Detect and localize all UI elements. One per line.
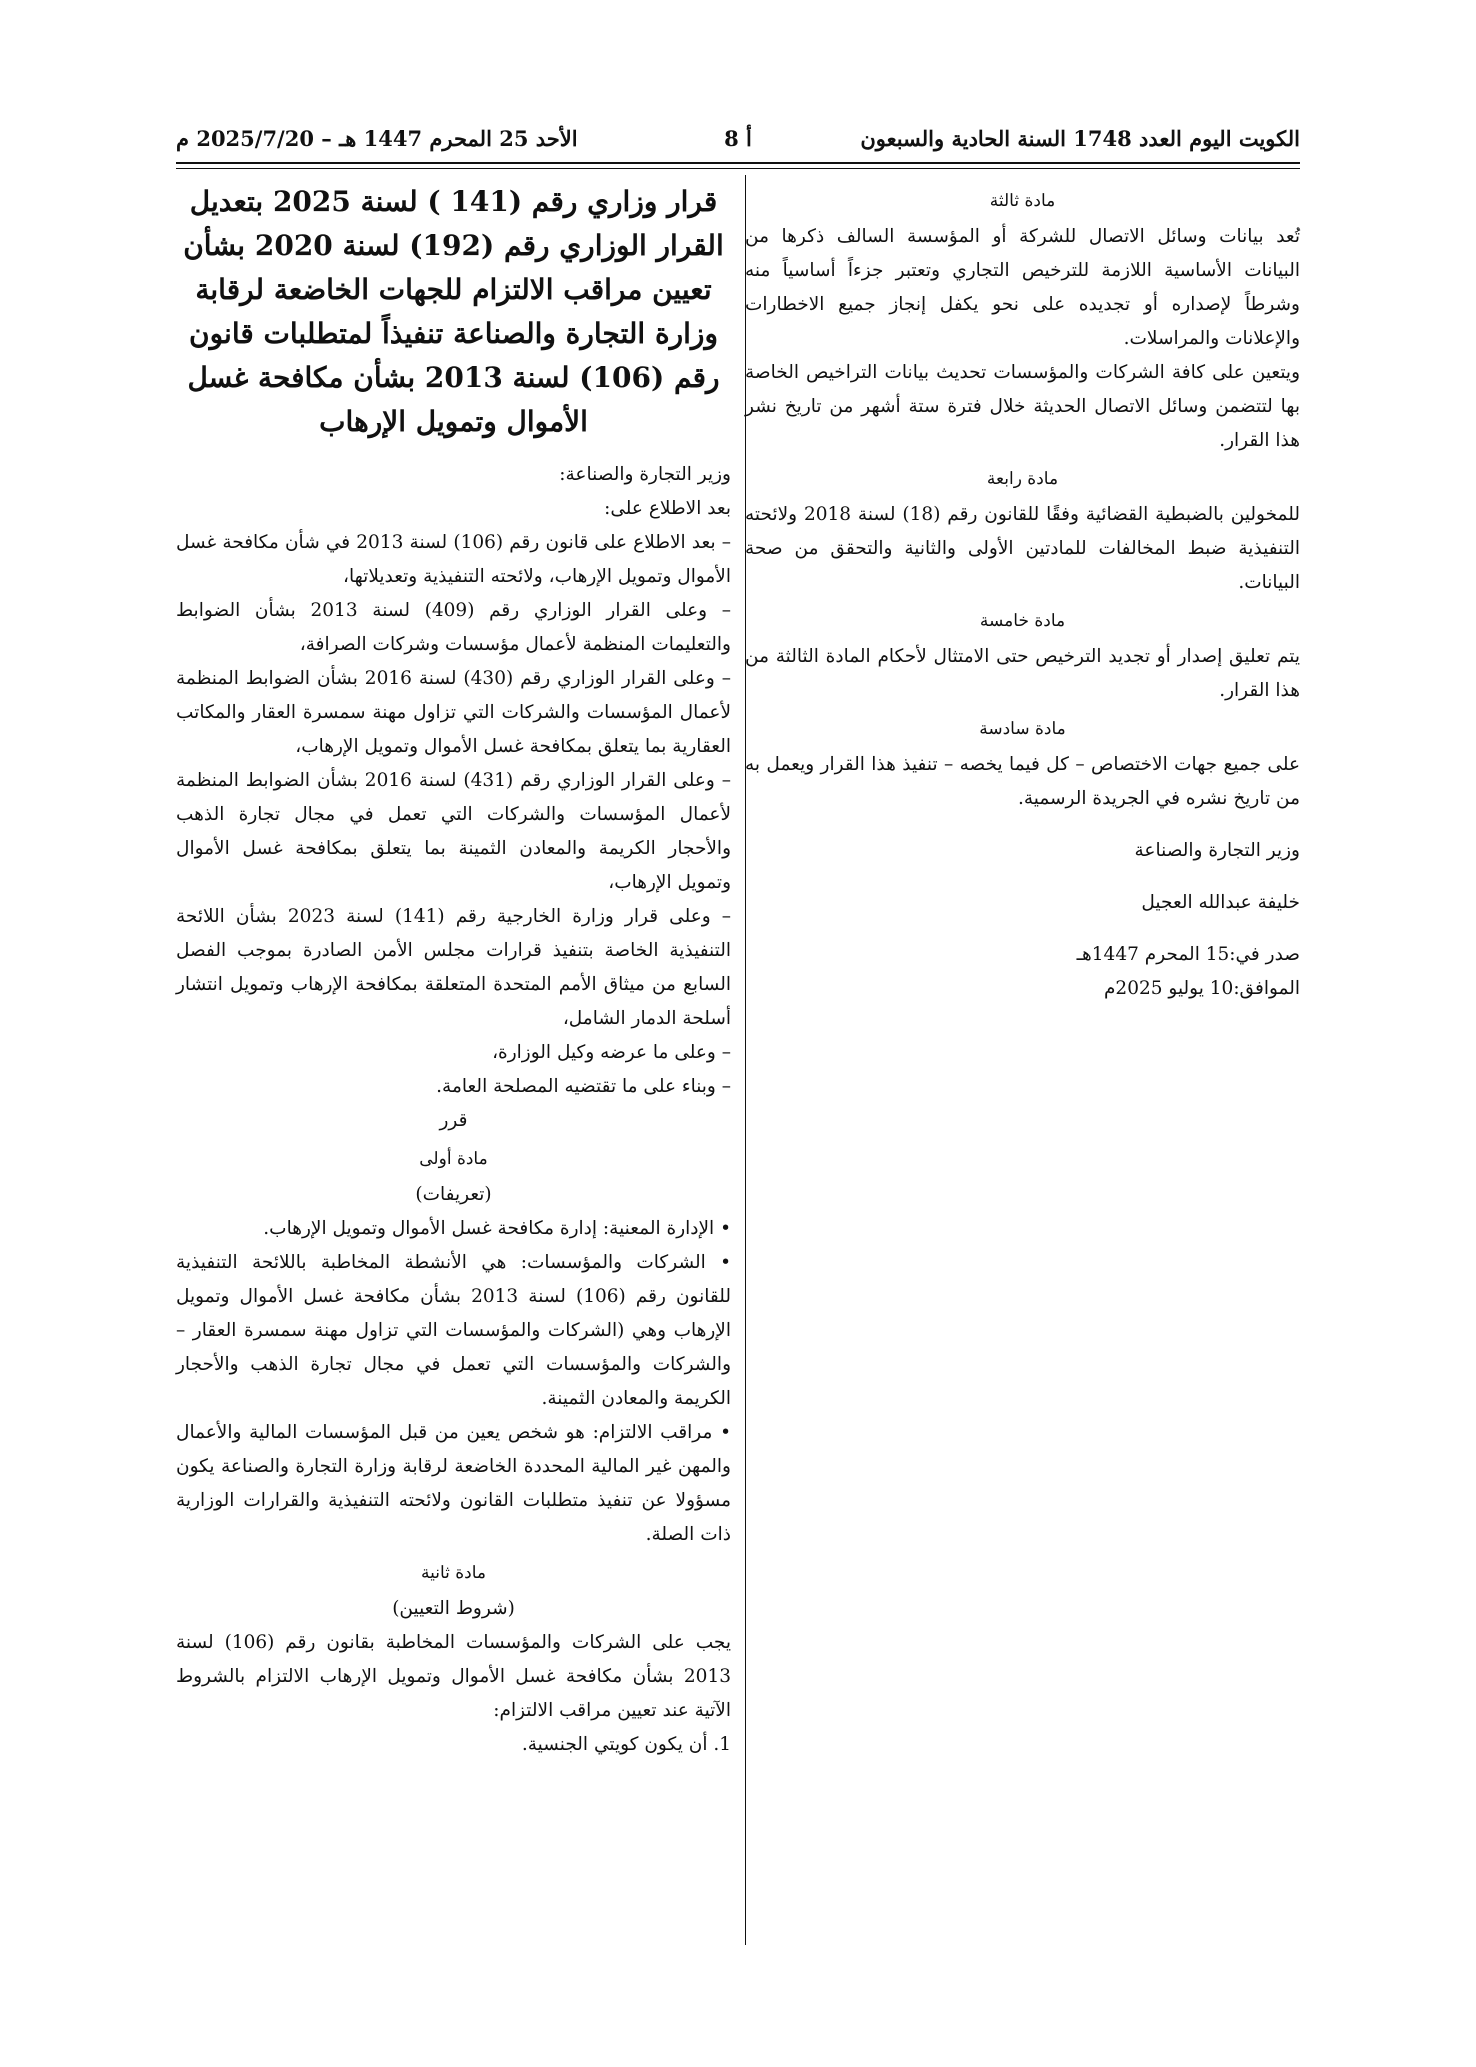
recital-7: – وبناء على ما تقتضيه المصلحة العامة. — [436, 1076, 731, 1097]
right-column — [745, 180, 1300, 1006]
article-3-para-2: ويتعين على كافة الشركات والمؤسسات تحديث بيانات التراخيص الخاصة بها لتتضمن وسائل الاتصال الحديثة خلال فترة ستة أشهر من تاريخ نشر هذا القرار. — [745, 362, 1300, 451]
article-5-title: مادة خامسة — [979, 611, 1066, 631]
recital-5: – وعلى قرار وزارة الخارجية رقم (141) لسنة 2023 بشأن اللائحة التنفيذية الخاصة بتنفيذ قرارات مجلس الأمن الصادرة بموجب الفصل السابع من ميثاق الأمم المتحدة المتعلقة بمكافحة الإرهاب وتمويل انتشار أسلحة الدمار الشامل، — [176, 906, 732, 1029]
definition-2: • الشركات والمؤسسات: هي الأنشطة المخاطبة باللائحة التنفيذية للقانون رقم (106) لسنة 2013 بشأن مكافحة غسل الأموال وتمويل الإرهاب وهي (الشركات والمؤسسات التي تزاول مهنة سمسرة العقار – والشركات والمؤسسات التي تعمل في مجال تجارة الذهب والأحجار الكريمة والمعادن الثمينة. — [176, 1252, 732, 1409]
decree-title: قرار وزاري رقم (141 ) لسنة 2025 بتعديل القرار الوزاري رقم (192) لسنة 2020 بشأن تعيين مراقب الالتزام للجهات الخاضعة لرقابة وزارة التجارة والصناعة تنفيذاً لمتطلبات قانون رقم (106) لسنة 2013 بشأن مكافحة غسل الأموال وتمويل الإرهاب — [183, 185, 724, 438]
recital-6: – وعلى ما عرضه وكيل الوزارة، — [492, 1042, 731, 1063]
after-review-heading: بعد الاطلاع على: — [604, 498, 731, 519]
signature-name: خليفة عبدالله العجيل — [1141, 892, 1300, 913]
article-2-subtitle: (شروط التعيين) — [392, 1598, 515, 1619]
recital-3: – وعلى القرار الوزاري رقم (430) لسنة 2016 بشأن الضوابط المنظمة لأعمال المؤسسات والشركات التي تزاول مهنة سمسرة العقار والمكاتب العقارية بما يتعلق بمكافحة غسل الأموال وتمويل الإرهاب، — [176, 668, 732, 757]
recital-4: – وعلى القرار الوزاري رقم (431) لسنة 2016 بشأن الضوابط المنظمة لأعمال المؤسسات والشركات التي تعمل في مجال تجارة الذهب والأحجار الكريمة والمعادن الثمينة بما يتعلق بمكافحة غسل الأموال وتمويل الإرهاب، — [176, 770, 732, 893]
recital-1: – بعد الاطلاع على قانون رقم (106) لسنة 2013 في شأن مكافحة غسل الأموال وتمويل الإرهاب، ولائحته التنفيذية وتعديلاتها، — [176, 532, 732, 587]
minister-heading: وزير التجارة والصناعة: — [559, 464, 731, 485]
article-6-title: مادة سادسة — [979, 719, 1066, 739]
definition-3: • مراقب الالتزام: هو شخص يعين من قبل المؤسسات المالية والأعمال والمهن غير المالية المحددة الخاضعة لرقابة وزارة التجارة والصناعة يكون مسؤولا عن تنفيذ متطلبات القانون ولائحته التنفيذية والقرارات الوزارية ذات الصلة. — [176, 1422, 731, 1545]
header-rule-thick — [176, 162, 1300, 164]
article-1-subtitle: (تعريفات) — [415, 1184, 492, 1205]
recital-2: – وعلى القرار الوزاري رقم (409) لسنة 2013 بشأن الضوابط والتعليمات المنظمة لأعمال مؤسسات وشركات الصرافة، — [176, 600, 731, 655]
decided-heading: قرر — [439, 1110, 468, 1131]
article-4-para: للمخولين بالضبطية القضائية وفقًا للقانون رقم (18) لسنة 2018 ولائحته التنفيذية ضبط المخالفات للمادتين الأولى والثانية والتحقق من صحة البيانات. — [745, 504, 1300, 593]
issued-date: صدر في:15 المحرم 1447هـ — [1076, 944, 1300, 965]
article-2-title: مادة ثانية — [420, 1563, 487, 1583]
signature-title: وزير التجارة والصناعة — [1134, 840, 1300, 861]
article-1-title: مادة أولى — [419, 1149, 488, 1169]
left-column — [176, 180, 731, 1762]
page-number: أ 8 — [724, 126, 752, 151]
issue-info: الكويت اليوم العدد 1748 السنة الحادية والسبعون — [860, 126, 1300, 151]
definition-1: • الإدارة المعنية: إدارة مكافحة غسل الأموال وتمويل الإرهاب. — [263, 1218, 731, 1239]
article-3-para-1: تُعد بيانات وسائل الاتصال للشركة أو المؤسسة السالف ذكرها من البيانات الأساسية اللازمة للترخيص التجاري وتعتبر جزءاً أساسياً منه وشرطاً لإصداره أو تجديده على نحو يكفل إنجاز جميع الاخطارات والإعلانات والمراسلات. — [745, 226, 1300, 349]
article-3-title: مادة ثالثة — [989, 191, 1056, 211]
header-rule-thin — [176, 168, 1300, 169]
article-4-title: مادة رابعة — [986, 469, 1059, 489]
corresponding-date: الموافق:10 يوليو 2025م — [1103, 978, 1300, 999]
article-2-item-1: 1. أن يكون كويتي الجنسية. — [521, 1734, 731, 1755]
article-6-para: على جميع جهات الاختصاص – كل فيما يخصه – تنفيذ هذا القرار ويعمل به من تاريخ نشره في الجريدة الرسمية. — [745, 754, 1300, 809]
article-2-para: يجب على الشركات والمؤسسات المخاطبة بقانون رقم (106) لسنة 2013 بشأن مكافحة غسل الأموال وتمويل الإرهاب الالتزام بالشروط الآتية عند تعيين مراقب الالتزام: — [176, 1632, 731, 1721]
issue-date: الأحد 25 المحرم 1447 هـ – 2025/7/20 م — [176, 126, 578, 151]
page-header — [176, 122, 1300, 162]
article-5-para: يتم تعليق إصدار أو تجديد الترخيص حتى الامتثال لأحكام المادة الثالثة من هذا القرار. — [745, 646, 1300, 701]
